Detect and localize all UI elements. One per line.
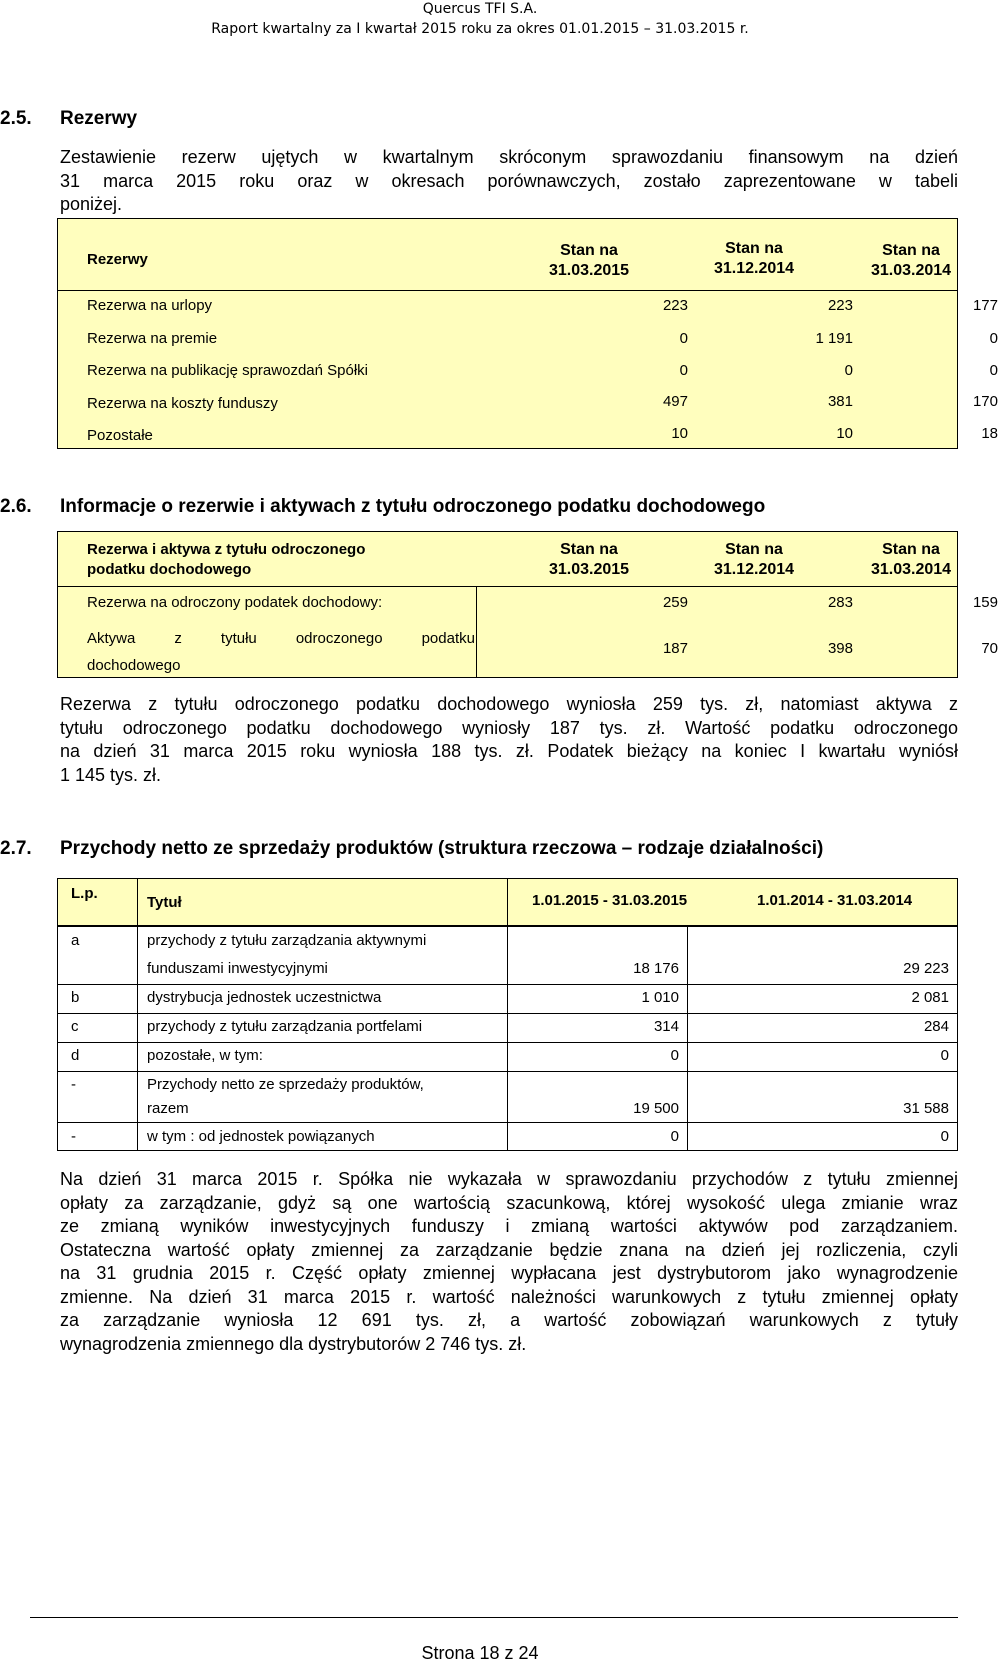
para-line: Ostateczna wartość opłaty zmiennej za zarządzanie będzie znana na dzień jej rozliczenia, czyli — [60, 1239, 958, 1260]
section-title: Rezerwy — [60, 108, 138, 129]
row-value: 1 191 — [815, 330, 853, 347]
para-line: ze zmianą wyników inwestycyjnych funduszy i zmianą wartości aktywów pod zarządzaniem. — [60, 1216, 958, 1236]
row-lp: a — [71, 932, 80, 949]
row-value: 177 — [972, 297, 998, 314]
row-value: 0 — [989, 330, 998, 347]
row-value: 10 — [836, 425, 853, 442]
row-label: Rezerwa na urlopy — [87, 297, 213, 314]
intro-line: 31 marca 2015 roku oraz w okresach porównawczych, zostało zaprezentowane w tabeli — [60, 170, 958, 191]
row-title: przychody z tytułu zarządzania aktywnymi — [147, 932, 427, 949]
row-value: 170 — [972, 393, 998, 410]
para-line: wynagrodzenia zmiennego dla dystrybutorów 2 746 tys. zł. — [60, 1333, 527, 1354]
section-title: Informacje o rezerwie i aktywach z tytułu odroczonego podatku dochodowego — [60, 496, 766, 517]
col-header: Stan na 31.03.2015 — [548, 242, 630, 279]
row-value: 2 081 — [911, 989, 949, 1006]
para-line: za zarządzanie wyniosła 12 691 tys. zł, a wartość zobowiązań warunkowych z tytuły — [60, 1310, 958, 1330]
deferred-tax-table — [57, 531, 998, 678]
row-title: razem — [147, 1100, 189, 1117]
row-value: 31 588 — [903, 1100, 949, 1117]
row-label: dochodowego — [87, 657, 181, 674]
row-value: 283 — [827, 594, 853, 611]
table-divider — [476, 586, 477, 678]
col-header: Stan na 31.03.2015 — [548, 541, 630, 578]
row-value: 0 — [679, 362, 688, 379]
para-line: na 31 grudnia 2015 r. Część opłaty zmiennej wypłacana jest dystrybutorom jako wynagrodzenie — [60, 1263, 958, 1283]
row-label: Rezerwa na publikację sprawozdań Spółki — [87, 362, 368, 379]
row-value: 223 — [662, 297, 688, 314]
deferred-tax-header-label: Rezerwa i aktywa z tytułu odroczonego podatku dochodowego — [87, 541, 366, 578]
intro-line: poniżej. — [60, 194, 123, 214]
para-line: tytułu odroczonego podatku dochodowego wyniosły 187 tys. zł. Wartość podatku odroczonego — [60, 717, 958, 738]
section-number: 2.6. — [0, 496, 32, 517]
row-value: 314 — [653, 1018, 679, 1035]
row-value: 381 — [827, 393, 853, 410]
section-2-6-paragraph — [60, 693, 958, 787]
row-value: 18 176 — [633, 960, 679, 977]
page-number: Strona 18 z 24 — [421, 1643, 539, 1663]
company-name: Quercus TFI S.A. — [422, 1, 538, 17]
report-title: Raport kwartalny za I kwartał 2015 roku za okres 01.01.2015 – 31.03.2015 r. — [211, 21, 749, 37]
row-title: w tym : od jednostek powiązanych — [147, 1128, 375, 1145]
col-header: Stan na 31.03.2014 — [870, 541, 952, 578]
para-line: opłaty za zarządzanie, gdyż są one wartością szacunkową, której wysokość ulega zmianie wraz — [60, 1192, 958, 1213]
reserves-header-label: Rezerwy — [87, 251, 148, 268]
col-header-lp: L.p. — [71, 885, 98, 902]
section-number: 2.7. — [0, 838, 32, 859]
row-value: 0 — [679, 330, 688, 347]
col-header-title: Tytuł — [147, 894, 182, 911]
row-value: 70 — [981, 640, 998, 657]
footer-rule — [30, 1617, 958, 1618]
para-line: 1 145 tys. zł. — [60, 764, 162, 785]
reserves-table — [57, 218, 998, 449]
row-value: 0 — [940, 1047, 949, 1064]
row-lp: d — [71, 1047, 80, 1064]
row-title: Przychody netto ze sprzedaży produktów, — [147, 1076, 424, 1093]
section-2-5-intro — [60, 146, 958, 217]
row-value: 398 — [827, 640, 853, 657]
row-value: 0 — [989, 362, 998, 379]
row-value: 19 500 — [633, 1100, 679, 1117]
section-number: 2.5. — [0, 108, 32, 129]
row-label: Aktywa z tytułu odroczonego podatku — [87, 630, 475, 647]
col-header: Stan na 31.12.2014 — [713, 240, 795, 277]
row-label: Rezerwa na premie — [87, 330, 218, 347]
row-lp: c — [71, 1018, 79, 1035]
revenue-table — [57, 878, 958, 1151]
row-value: 223 — [827, 297, 853, 314]
section-2-7-paragraph — [60, 1168, 958, 1356]
row-value: 0 — [940, 1128, 949, 1145]
para-line: zmienne. Na dzień 31 marca 2015 r. wartość należności warunkowych z tytułu zmiennej opłaty — [60, 1286, 958, 1307]
row-value: 18 — [981, 425, 998, 442]
row-title: przychody z tytułu zarządzania portfelami — [147, 1018, 423, 1035]
table-line — [957, 926, 958, 1151]
table-line — [57, 926, 58, 1151]
section-title: Przychody netto ze sprzedaży produktów (struktura rzeczowa – rodzaje działalności) — [60, 838, 824, 859]
row-lp: b — [71, 989, 80, 1006]
row-lp: - — [71, 1076, 76, 1093]
table-divider — [58, 586, 957, 587]
row-value: 0 — [844, 362, 853, 379]
table-line — [137, 926, 138, 1151]
row-value: 29 223 — [903, 960, 949, 977]
row-value: 10 — [671, 425, 688, 442]
row-title: funduszami inwestycyjnymi — [147, 960, 328, 977]
para-line: na dzień 31 marca 2015 roku wyniosła 188 tys. zł. Podatek bieżący na koniec I kwartału wyniósł — [60, 741, 958, 761]
row-value: 1 010 — [641, 989, 679, 1006]
row-value: 284 — [923, 1018, 949, 1035]
row-value: 187 — [662, 640, 688, 657]
col-header: Stan na 31.03.2014 — [870, 242, 952, 279]
row-value: 159 — [972, 594, 998, 611]
col-header-period-2015: 1.01.2015 - 31.03.2015 — [532, 892, 688, 909]
para-line: Rezerwa z tytułu odroczonego podatku dochodowego wyniosła 259 tys. zł, natomiast aktywa z — [60, 694, 958, 714]
col-header-period-2014: 1.01.2014 - 31.03.2014 — [757, 892, 913, 909]
para-line: Na dzień 31 marca 2015 r. Spółka nie wykazała w sprawozdaniu przychodów z tytułu zmiennej — [60, 1169, 958, 1189]
header-cell — [137, 878, 567, 926]
intro-line: Zestawienie rezerw ujętych w kwartalnym skróconym sprawozdaniu finansowym na dzień — [60, 147, 958, 167]
row-label: Pozostałe — [87, 427, 153, 444]
row-title: pozostałe, w tym: — [147, 1047, 263, 1064]
row-label: Rezerwa na odroczony podatek dochodowy: — [87, 594, 383, 611]
row-lp: - — [71, 1128, 76, 1145]
row-value: 0 — [670, 1128, 679, 1145]
col-header: Stan na 31.12.2014 — [713, 541, 795, 578]
row-label: Rezerwa na koszty funduszy — [87, 395, 278, 412]
row-value: 259 — [662, 594, 688, 611]
row-value: 497 — [662, 393, 688, 410]
table-divider — [58, 290, 957, 291]
row-value: 0 — [670, 1047, 679, 1064]
row-title: dystrybucja jednostek uczestnictwa — [147, 989, 382, 1006]
